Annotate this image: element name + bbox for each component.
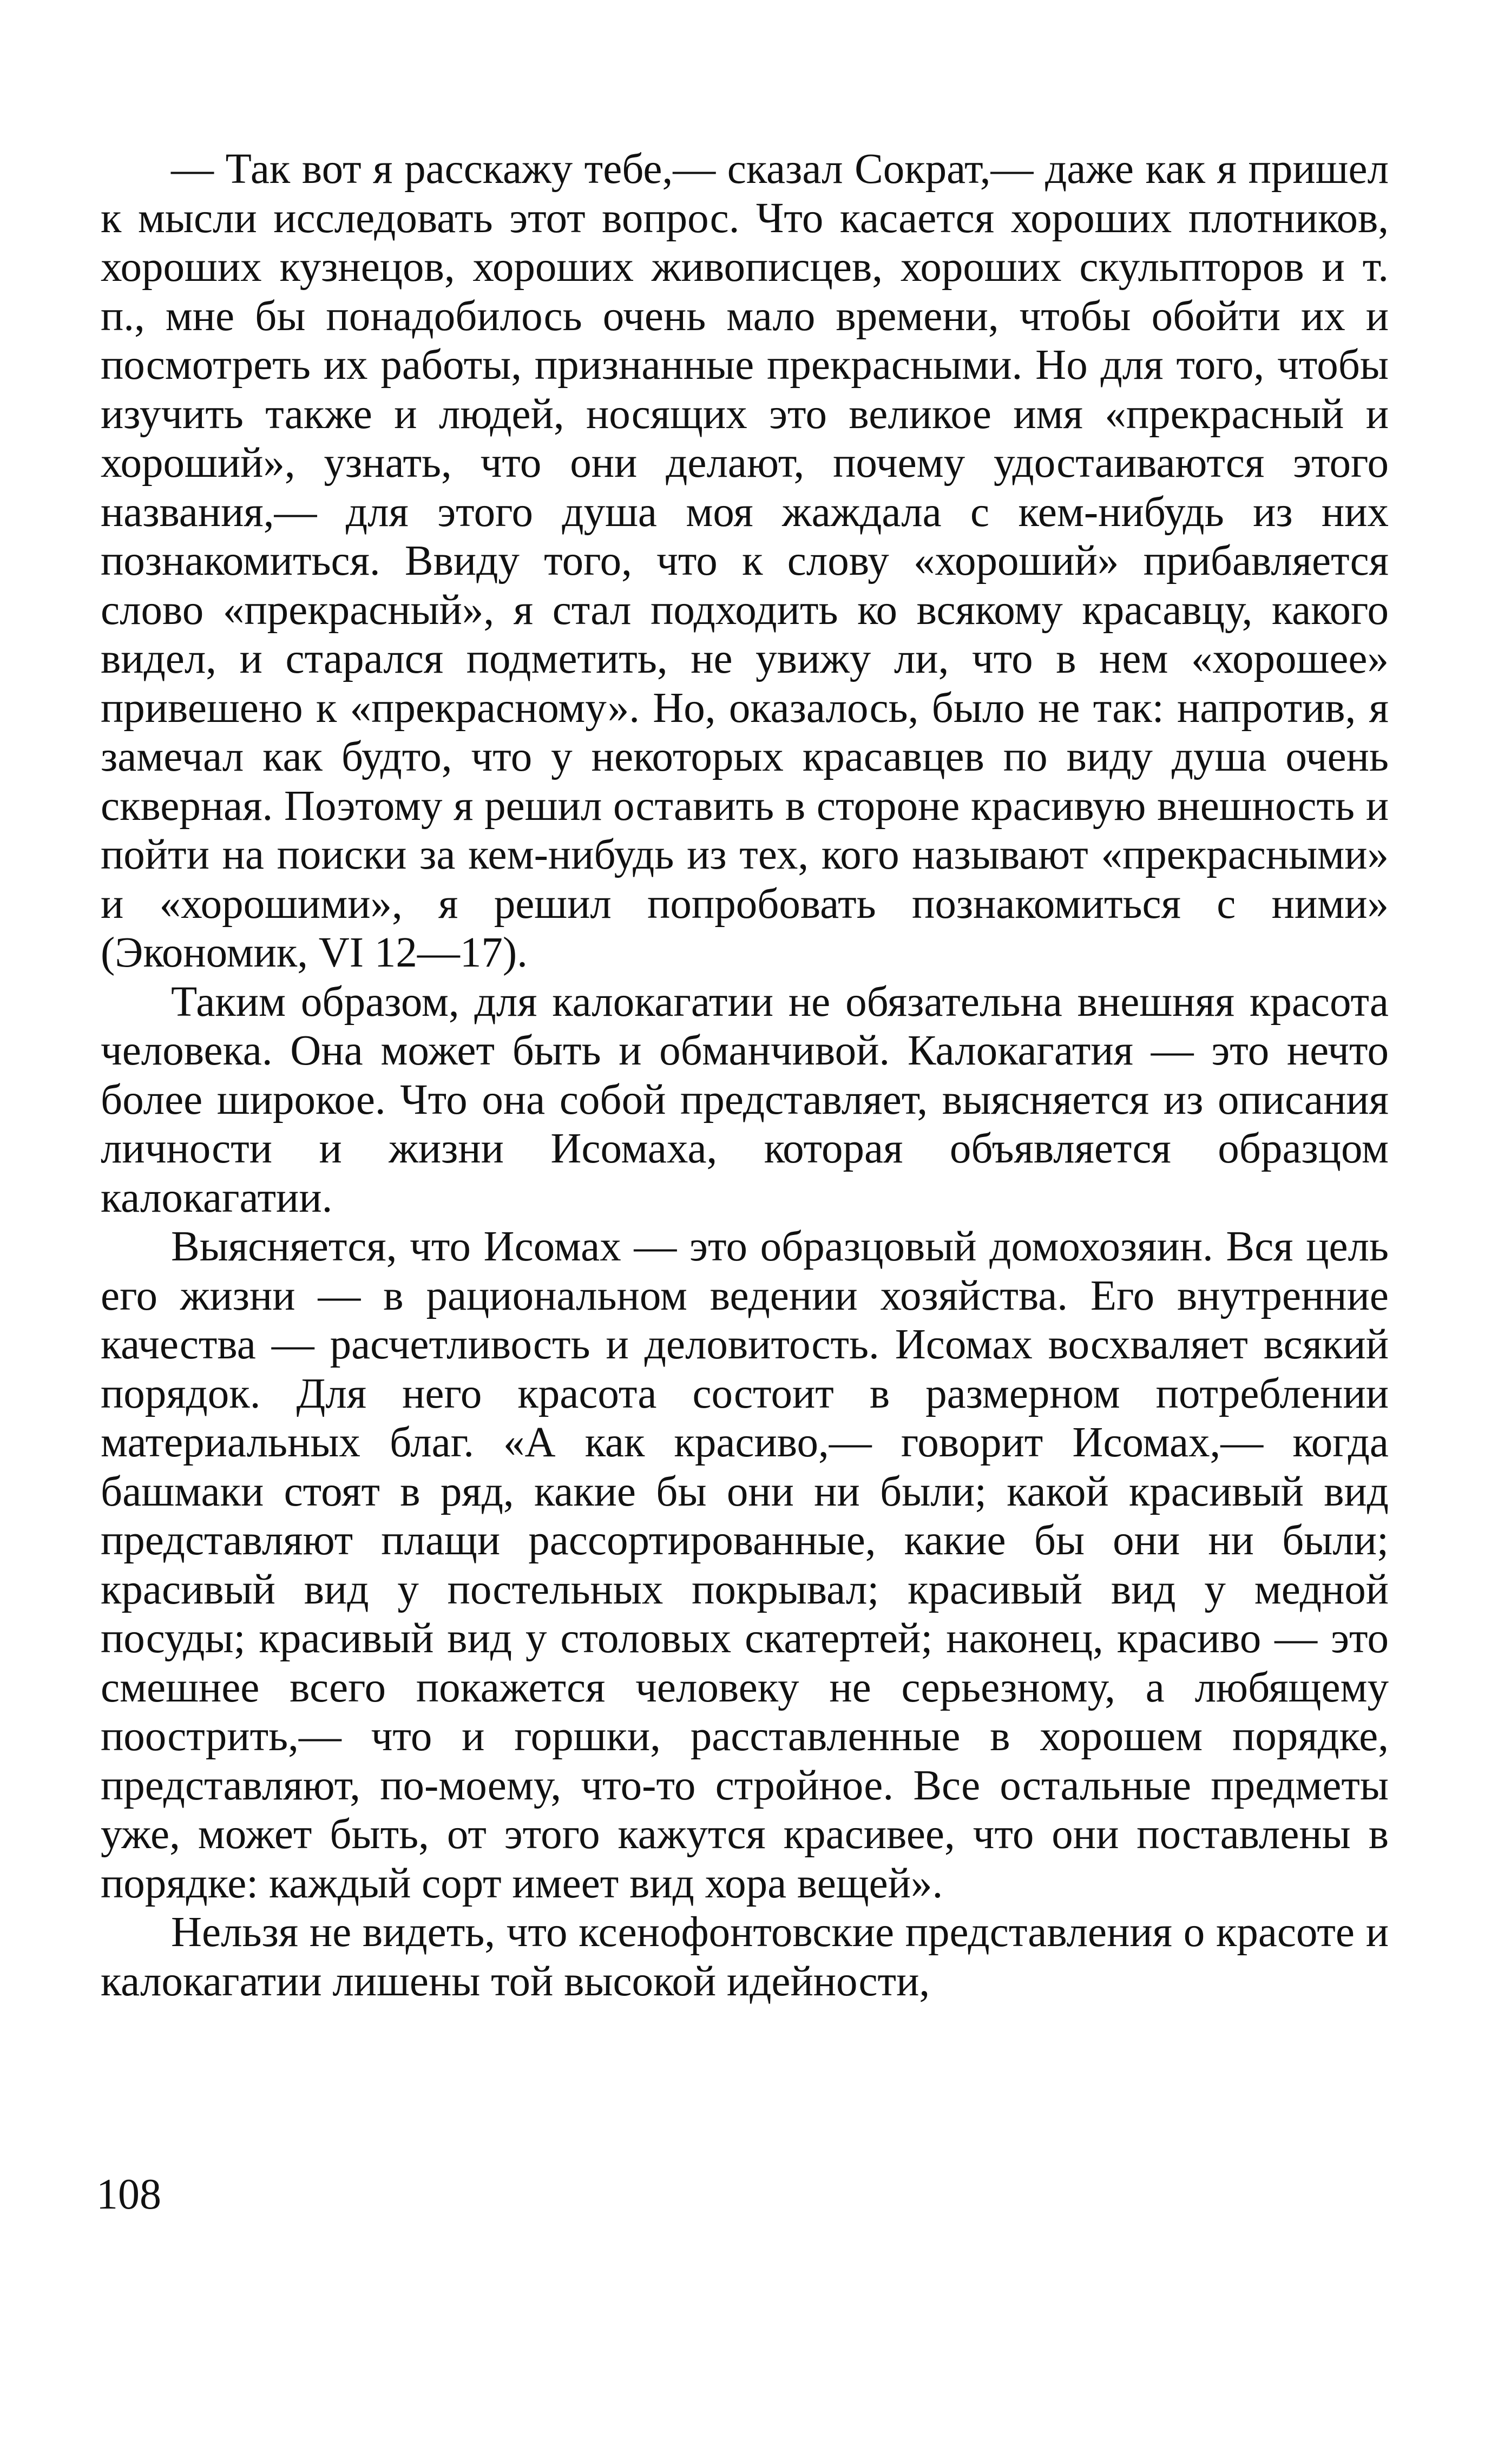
page-number: 108	[96, 2171, 161, 2218]
paragraph-isomachus: Выясняется, что Исомах — это образцовый домохозяин. Вся цель его жизни — в рациональном ведении хозяйства. Его внутренние качества — расчетливость и деловитость. Исомах восхваляет всякий порядок. Для него красота состоит в размерном потреблении материальных благ. «А как красиво,— говорит Исомах,— когда башмаки стоят в ряд, какие бы они ни были; какой красивый вид представляют плащи рассортированные, какие бы они ни были; красивый вид у постельных покрывал; красивый вид у медной посуды; красивый вид у столовых скатертей; наконец, красиво — это смешнее всего покажется человеку не серьезному, а любящему поострить,— что и горшки, расставленные в хорошем порядке, представляют, по-моему, что-то стройное. Все остальные предметы уже, может быть, от этого кажутся красивее, что они поставлены в порядке: каждый сорт имеет вид хора вещей».	[101, 1223, 1389, 1907]
paragraph-conclusion: Нельзя не видеть, что ксенофонтовские представления о красоте и калокагатии лишены той высокой идейности,	[101, 1909, 1389, 2005]
paragraph-socrates-quote: — Так вот я расскажу тебе,— сказал Сократ,— даже как я пришел к мысли исследовать этот вопрос. Что касается хороших плотников, хороших кузнецов, хороших живописцев, хороших скульпторов и т. п., мне бы понадобилось очень мало времени, чтобы обойти их и посмотреть их работы, признанные прекрасными. Но для того, чтобы изучить также и людей, носящих это великое имя «прекрасный и хороший», узнать, что они делают, почему удостаиваются этого названия,— для этого душа моя жаждала с кем-нибудь из них познакомиться. Ввиду того, что к слову «хороший» прибавляется слово «прекрасный», я стал подходить ко всякому красавцу, какого видел, и старался подметить, не увижу ли, что в нем «хорошее» привешено к «прекрасному». Но, оказалось, было не так: напротив, я замечал как будто, что у некоторых красавцев по виду душа очень скверная. Поэтому я решил оставить в стороне красивую внешность и пойти на поиски за кем-нибудь из тех, кого называют «прекрасными» и «хорошими», я решил попробовать познакомиться с ними» (Экономик, VI 12—17).	[101, 146, 1389, 976]
body-text	[101, 145, 1389, 2006]
paragraph-kalokagathia-definition: Таким образом, для калокагатии не обязательна внешняя красота человека. Она может быть и обманчивой. Калокагатия — это нечто более широкое. Что она собой представляет, выясняется из описания личности и жизни Исомаха, которая объявляется образцом калокагатии.	[101, 978, 1389, 1221]
